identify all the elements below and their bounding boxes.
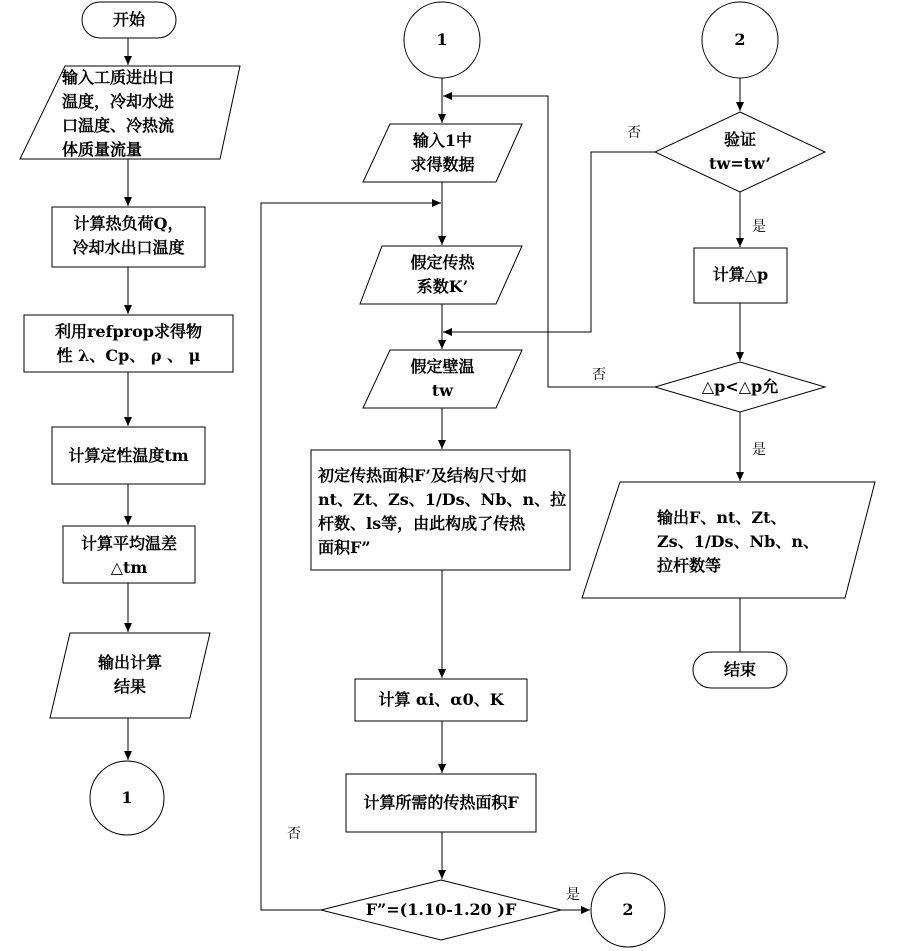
connector-1-top-label: 1: [436, 30, 448, 49]
calc-heat-load-label: 计算热负荷Q， 冷却水出口温度: [72, 214, 185, 257]
input-from-1-label: 输入1中 求得数据: [410, 131, 475, 174]
verify-no-label: 否: [627, 125, 641, 141]
decision-dp-no-label: 否: [592, 367, 606, 383]
decision-f-no-label: 否: [287, 826, 301, 842]
calc-dtm-label: 计算平均温差 △tm: [80, 534, 177, 577]
input-params-label: 输入工质进出口 温度，冷却水进 口温度、冷热流 体质量流量: [62, 68, 175, 159]
verify-label: 验证 tw=tw’: [709, 130, 771, 173]
initial-area-label: 初定传热面积F’及结构尺寸如 nt、Zt、Zs、1/Ds、Nb、n、拉 杆数、ls等，由此构成了传热 面积F”: [318, 466, 567, 557]
refprop-label: 利用refprop求得物 性 λ、Cp、 ρ 、 μ: [55, 322, 202, 365]
calc-dp-label: 计算△p: [712, 265, 769, 284]
assume-wall-temp-label: 假定壁温 tw: [410, 357, 475, 400]
end-label: 结束: [723, 660, 756, 679]
calc-tm-label: 计算定性温度tm: [68, 446, 189, 465]
connector-1-bottom-label: 1: [121, 788, 133, 807]
assume-k-label: 假定传热 系数K’: [410, 253, 475, 296]
decision-dp-yes-label: 是: [752, 442, 766, 458]
decision-f-yes-label: 是: [566, 887, 580, 903]
connector-2-top-label: 2: [734, 30, 746, 49]
decision-dp-label: △p<△p允: [701, 377, 779, 396]
output-final-label: 输出F、nt、Zt、 Zs、1/Ds、Nb、n、 拉杆数等: [657, 508, 819, 575]
decision-f-label: F”=(1.10-1.20 )F: [365, 900, 517, 919]
connector-2-bottom-label: 2: [622, 900, 634, 919]
calc-area-f-label: 计算所需的传热面积F: [363, 793, 519, 812]
start-label: 开始: [112, 10, 145, 29]
output-result-label: 输出计算 结果: [97, 653, 162, 696]
verify-yes-label: 是: [752, 219, 766, 235]
calc-alpha-label: 计算 αi、α0、K: [378, 690, 504, 709]
